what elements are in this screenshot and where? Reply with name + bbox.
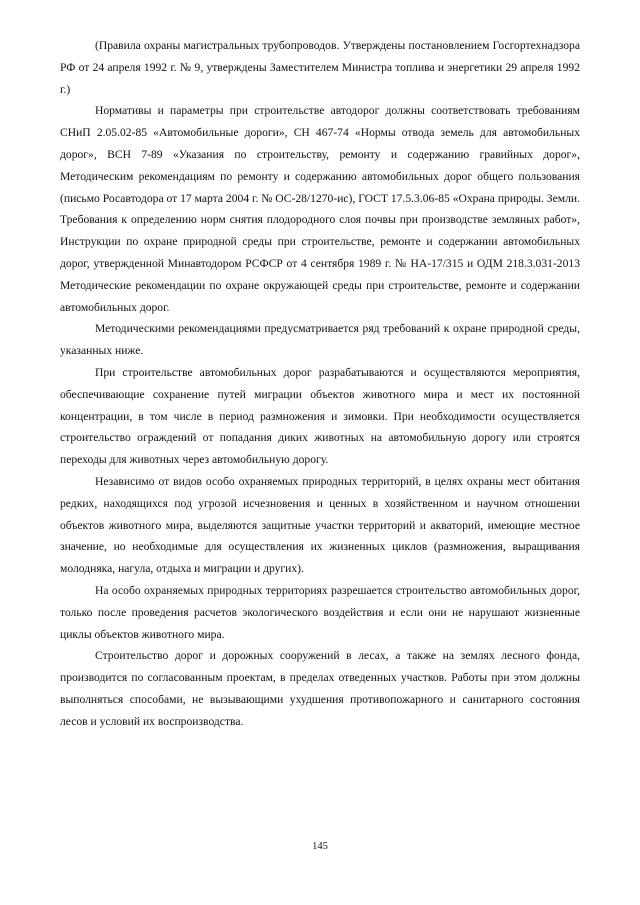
paragraph-pipeline-rules: (Правила охраны магистральных трубопроводов. Утверждены постановлением Госгортехнадзора РФ от 24 апреля 1992 г. № 9, утверждены Заместителем Министра топлива и энергетики 29 апреля 1992 г.)	[60, 39, 580, 96]
paragraph-protected-habitats: Независимо от видов особо охраняемых природных территорий, в целях охраны мест обитания редких, находящихся под угрозой исчезновения и ценных в хозяйственном и научном отношении объектов животного мира, выделяются защитные участки территорий и акваторий, имеющие местное значение, но необходимые для осуществления их жизненных циклов (размножения, выращивания молодняка, нагула, отдыха и миграции и других).	[60, 474, 580, 576]
page-number: 145	[312, 841, 328, 852]
paragraph-protected-territories: На особо охраняемых природных территориях разрешается строительство автомобильных дорог, только после проведения расчетов экологического воздействия и если они не нарушают жизненные циклы объектов животного мира.	[60, 583, 580, 641]
paragraph-methodical-recommendations: Методическими рекомендациями предусматривается ряд требований к охране природной среды, указанных ниже.	[60, 322, 580, 358]
paragraph-forest-roads: Строительство дорог и дорожных сооружений в лесах, а также на землях лесного фонда, производится по согласованным проектам, в пределах отведенных участков. Работы при этом должны выполняться способами, не вызывающими ухудшения противопожарного и санитарного состояния лесов и условий их воспроизводства.	[60, 649, 580, 728]
paragraph-wildlife-migration: При строительстве автомобильных дорог разрабатываются и осуществляются мероприятия, обеспечивающие сохранение путей миграции объектов животного мира и мест их постоянной концентрации, в том числе в период размножения и зимовки. При необходимости осуществляется строительство ограждений от попадания диких животных на автомобильную дорогу или строятся переходы для животных через автомобильную дорогу.	[60, 365, 580, 467]
body-text	[60, 35, 580, 733]
paragraph-road-norms: Нормативы и параметры при строительстве автодорог должны соответствовать требованиям СНиП 2.05.02-85 «Автомобильные дороги», СН 467-74 «Нормы отвода земель для автомобильных дорог», ВСН 7-89 «Указания по строительству, ремонту и содержанию гравийных дорог», Методическим рекомендациям по ремонту и содержанию автомобильных дорог общего пользования (письмо Росавтодора от 17 марта 2004 г. № ОС-28/1270-ис), ГОСТ 17.5.3.06-85 «Охрана природы. Земли. Требования к определению норм снятия плодородного слоя почвы при производстве земляных работ», Инструкции по охране природной среды при строительстве, ремонте и содержании автомобильных дорог, утвержденной Минавтодором РСФСР от 4 сентября 1989 г. № НА-17/315 и ОДМ 218.3.031-2013 Методические рекомендации по охране окружающей среды при строительстве, ремонте и содержании автомобильных дорог.	[60, 104, 580, 314]
